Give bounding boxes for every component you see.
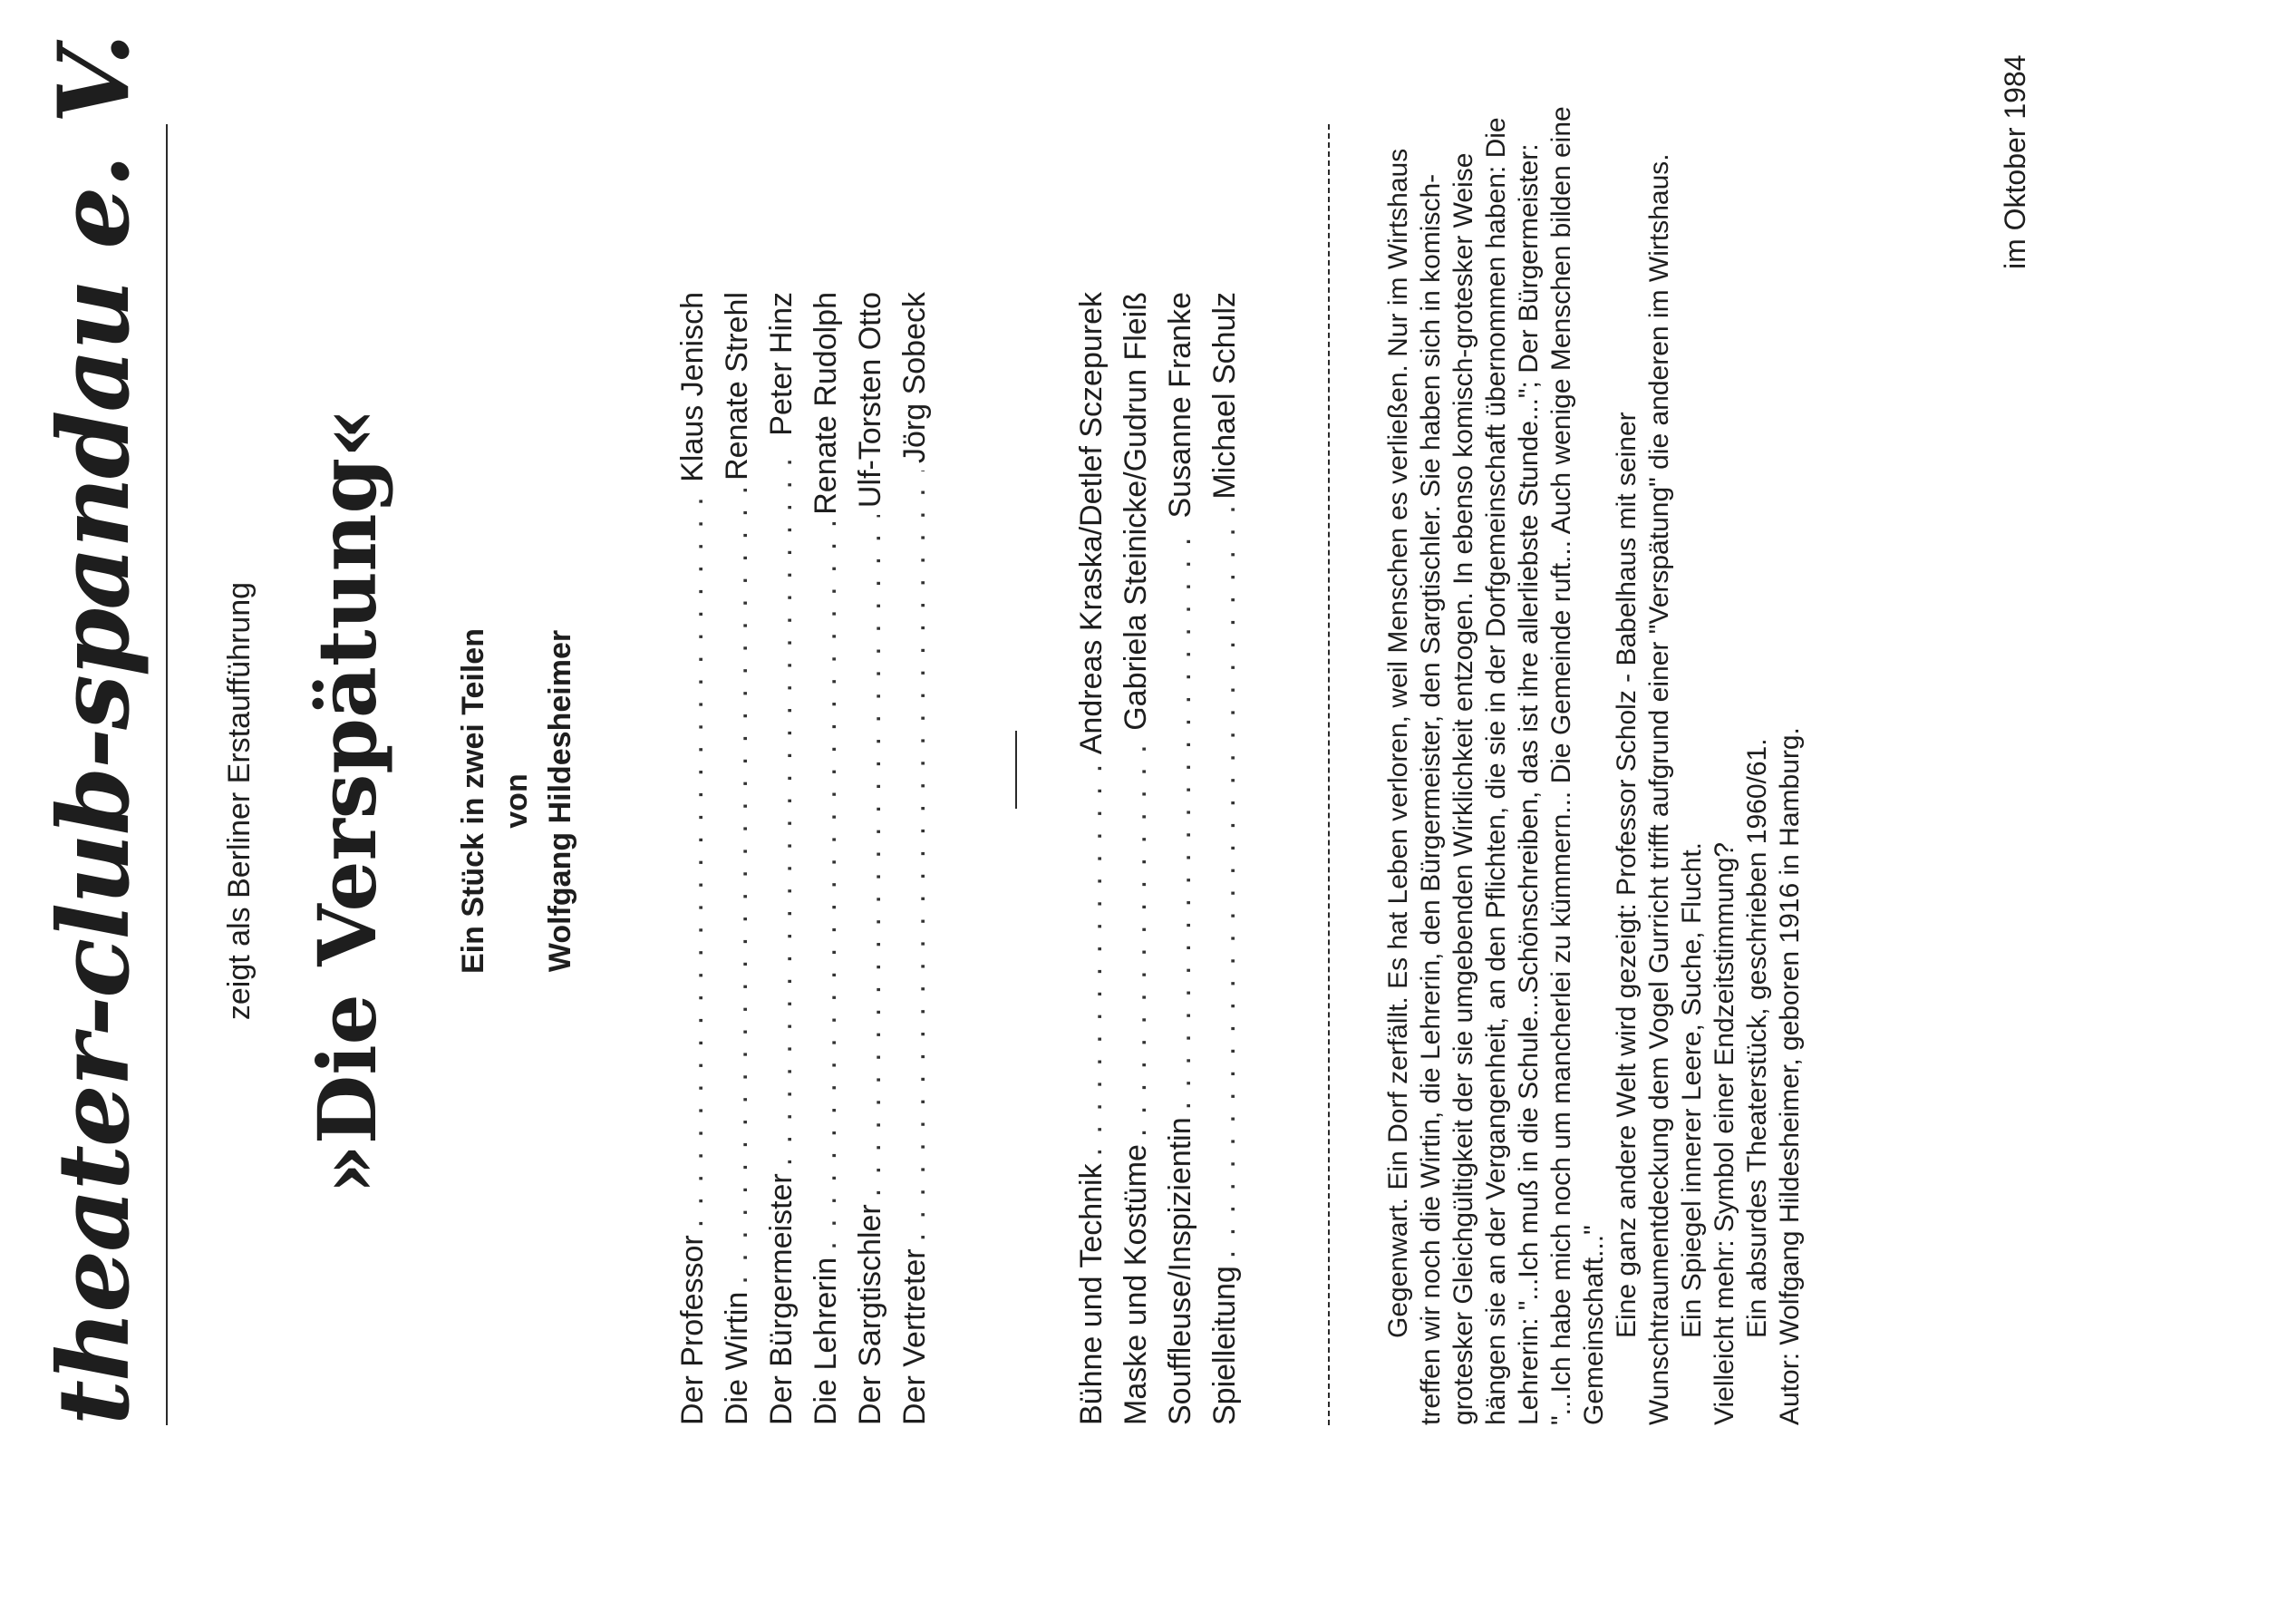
cast-list — [671, 292, 937, 1425]
cast-actor: Renate Strehl — [720, 292, 754, 481]
dot-leader — [1114, 738, 1158, 1137]
cast-role: Die Wirtin — [720, 1291, 754, 1425]
crew-list — [1070, 292, 1247, 1425]
cast-role: Der Bürgermeister — [764, 1173, 799, 1425]
dot-leader — [1203, 507, 1247, 1259]
cast-role: Der Professor — [675, 1235, 710, 1425]
crew-names: Michael Schulz — [1207, 292, 1242, 500]
premiere-line: zeigt als Berliner Erstaufführung — [222, 581, 257, 1021]
author-note: Autor: Wolfgang Hildesheimer, geboren 1916 in Hamburg. — [1775, 727, 1805, 1425]
synopsis-paragraph: Gegenwart. Ein Dorf zerfällt. Es hat Leben verloren, weil Menschen es verließen. Nur im Wirtshaus treffen wir noch die Wirtin, die Lehrerin, den Bürgermeister, den Sargtischler. Sie haben sich in komisch-grotesker Gleichgültigkeit der sie umgebenden Wirklichkeit entzogen. In ebenso komisch-grotesker Weise hängen sie an der Vergangenheit, an den Pflichten, die sie in der Dorfgemeinschaft übernommen haben: Die Lehrerin: "...Ich muß in die Schule...Schönschreiben, das ist ihre allerliebste Stunde..."; Der Bürgermeister: "...Ich habe mich noch um mancherlei zu kümmern... Die Gemeinde ruft... Auch wenige Menschen bilden eine Gemeinschaft..." — [1383, 106, 1609, 1425]
crew-names: Andreas Kraska/Detlef Sczepurek — [1074, 292, 1109, 755]
dot-leader — [804, 522, 848, 1250]
cast-actor: Peter Hinz — [764, 292, 799, 436]
club-title: theater-club-spandau e. V. — [37, 34, 151, 1425]
crew-names: Gabriela Steinicke/Gudrun Fleiß — [1119, 292, 1153, 731]
synopsis — [1382, 102, 1807, 1425]
cast-row — [804, 292, 848, 1425]
crew-row — [1070, 292, 1114, 1425]
cast-actor: Ulf-Torsten Otto — [853, 292, 887, 509]
dot-leader — [848, 515, 893, 1197]
dot-leader — [1070, 762, 1114, 1156]
crew-row — [1114, 292, 1158, 1425]
crew-names: Susanne Franke — [1163, 292, 1197, 519]
dashed-divider — [1328, 124, 1330, 1425]
author-name: Wolfgang Hildesheimer — [543, 629, 577, 973]
dot-leader — [893, 471, 937, 1241]
cast-role: Der Vertreter — [897, 1248, 932, 1425]
cast-actor: Renate Rudolph — [809, 292, 843, 515]
play-subtitle: Ein Stück in zwei Teilen — [456, 628, 490, 975]
cast-row — [671, 292, 715, 1425]
dot-leader — [760, 443, 804, 1167]
synopsis-paragraph: Vielleicht mehr: Symbol einer Endzeitstimmung? — [1710, 841, 1739, 1425]
crew-role: Spielleitung — [1207, 1266, 1242, 1425]
cast-actor: Klaus Jenisch — [675, 292, 710, 482]
synopsis-paragraph: Ein absurdes Theaterstück, geschrieben 1960/61. — [1742, 738, 1772, 1338]
cast-actor: Jörg Sobeck — [897, 292, 932, 463]
crew-row — [1158, 292, 1203, 1425]
title-rule — [166, 124, 168, 1425]
by-label: von — [499, 773, 534, 829]
section-divider — [1015, 731, 1017, 809]
crew-row — [1203, 292, 1247, 1425]
synopsis-paragraph: Ein Spiegel innerer Leere, Suche, Flucht. — [1677, 842, 1707, 1338]
cast-row — [760, 292, 804, 1425]
dot-leader — [715, 488, 760, 1285]
cast-row — [848, 292, 893, 1425]
cast-row — [893, 292, 937, 1425]
cast-role: Der Sargtischler — [853, 1204, 887, 1425]
crew-role: Maske und Kostüme — [1119, 1144, 1153, 1425]
crew-role: Souffleuse/Inspizientin — [1163, 1117, 1197, 1425]
play-title: »Die Verspätung« — [300, 407, 394, 1195]
cast-role: Die Lehrerin — [809, 1257, 843, 1425]
dot-leader — [1158, 526, 1203, 1111]
date-line: im Oktober 1984 — [1999, 54, 2031, 269]
crew-role: Bühne und Technik — [1074, 1163, 1109, 1425]
dot-leader — [671, 490, 715, 1228]
cast-row — [715, 292, 760, 1425]
synopsis-paragraph: Eine ganz andere Welt wird gezeigt: Professor Scholz - Babelhaus mit seiner Wunschtraumentdeckung dem Vogel Gurricht trifft aufgrund einer "Verspätung" die anderen im Wirtshaus. — [1612, 153, 1674, 1425]
